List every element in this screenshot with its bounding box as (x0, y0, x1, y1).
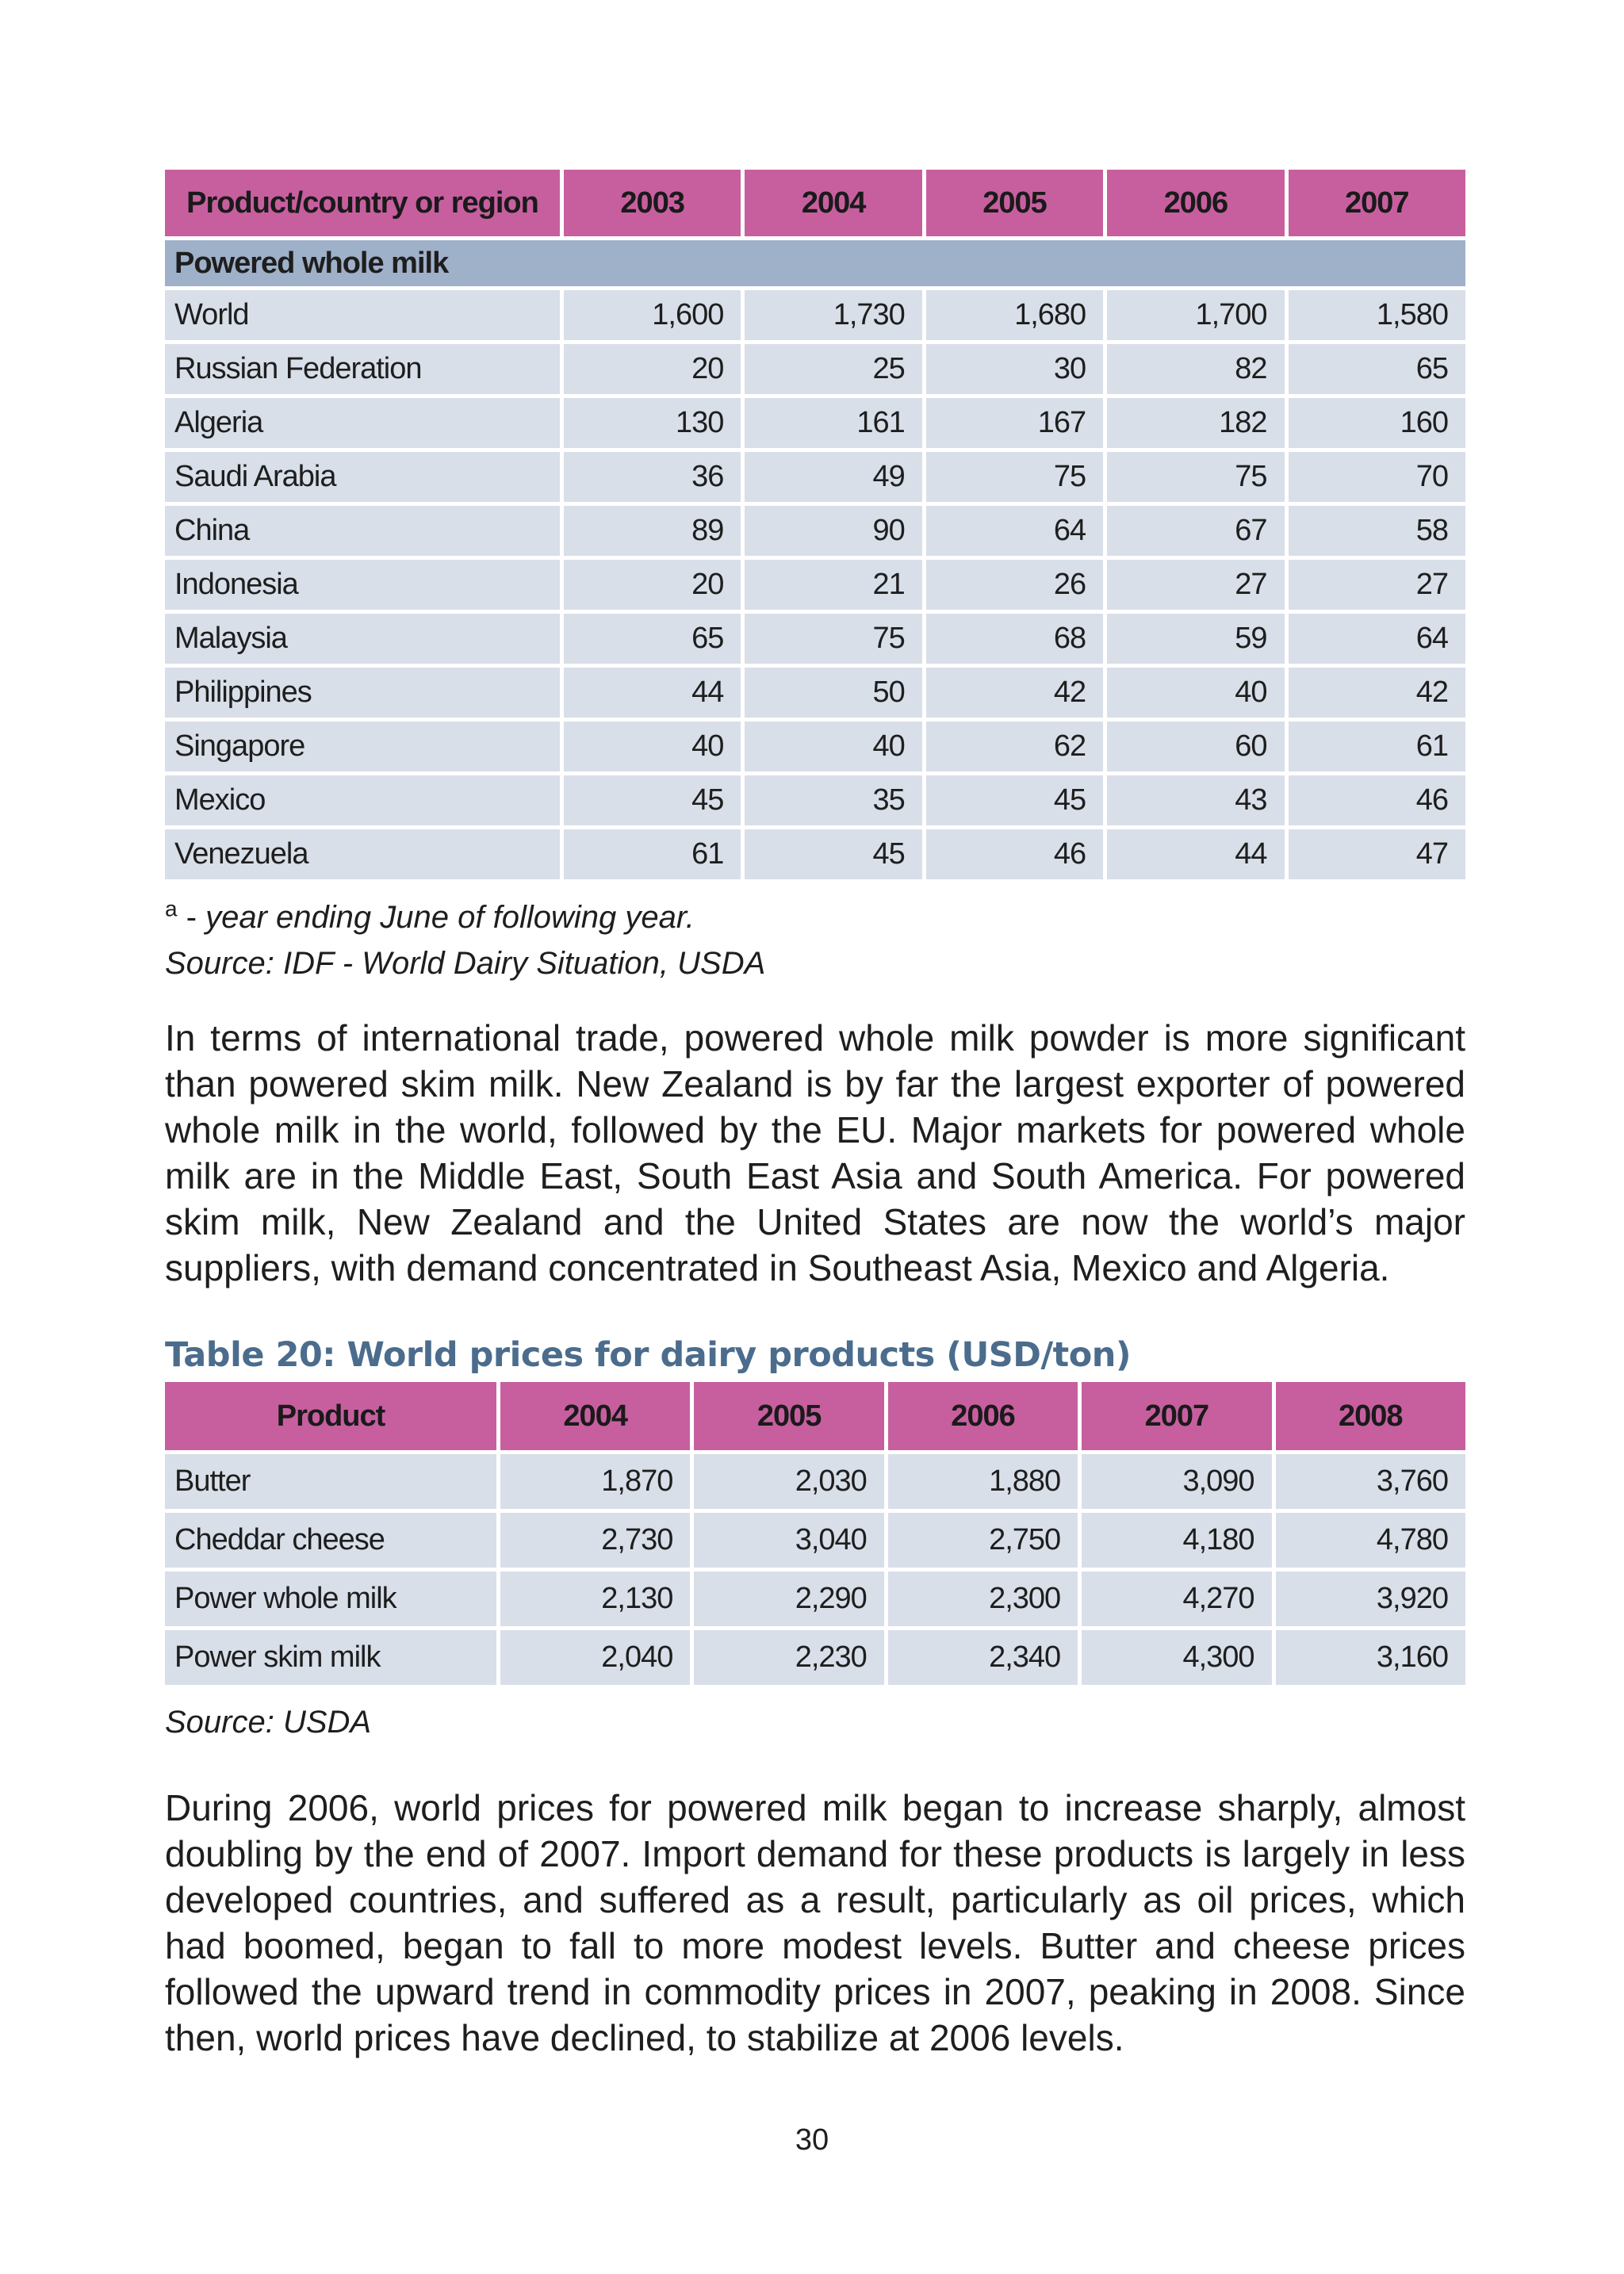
column-header: Product (165, 1382, 496, 1450)
table-cell: 25 (745, 344, 921, 394)
table-row (165, 829, 1465, 879)
row-label: Singapore (165, 722, 560, 771)
footnote-text: year ending June of following year. (205, 900, 695, 935)
table-cell: 20 (564, 344, 741, 394)
table-cell: 3,920 (1276, 1572, 1465, 1626)
row-label: Indonesia (165, 560, 560, 610)
section-label: Powered whole milk (165, 240, 1465, 286)
row-label: Mexico (165, 775, 560, 825)
table-cell: 61 (1289, 722, 1465, 771)
row-label: Power skim milk (165, 1630, 496, 1685)
row-label: China (165, 506, 560, 556)
row-label: Cheddar cheese (165, 1513, 496, 1568)
table-cell: 46 (926, 829, 1103, 879)
powdered-milk-imports-table (161, 166, 1469, 883)
table-row (165, 452, 1465, 502)
table-cell: 75 (745, 614, 921, 664)
footnote-mark: a (165, 896, 178, 921)
dairy-prices-table (161, 1378, 1469, 1689)
column-header: 2005 (926, 170, 1103, 236)
table-cell: 4,180 (1082, 1513, 1271, 1568)
page-content (165, 166, 1465, 2061)
table-cell: 47 (1289, 829, 1465, 879)
table-cell: 3,160 (1276, 1630, 1465, 1685)
row-label: World (165, 290, 560, 340)
table-cell: 90 (745, 506, 921, 556)
table-cell: 50 (745, 668, 921, 718)
table-cell: 82 (1107, 344, 1284, 394)
table-cell: 20 (564, 560, 741, 610)
table-header-row (165, 170, 1465, 236)
table-cell: 1,730 (745, 290, 921, 340)
table-cell: 27 (1107, 560, 1284, 610)
table-cell: 4,780 (1276, 1513, 1465, 1568)
table-cell: 42 (1289, 668, 1465, 718)
paragraph-prices: During 2006, world prices for powered milk began to increase sharply, almost doubling by the end of 2007. Import demand for these products is largely in less developed countries, and suffered as a result, particularly as oil prices, which had boomed, began to fall to more modest levels. Butter and cheese prices followed the upward trend in commodity prices in 2007, peaking in 2008. Since then, world prices have declined, to stabilize at 2006 levels. (165, 1787, 1465, 2058)
table-cell: 4,270 (1082, 1572, 1271, 1626)
row-label: Power whole milk (165, 1572, 496, 1626)
row-label: Russian Federation (165, 344, 560, 394)
table-cell: 3,040 (694, 1513, 883, 1568)
table-cell: 1,680 (926, 290, 1103, 340)
table-row (165, 668, 1465, 718)
table-cell: 26 (926, 560, 1103, 610)
footnote-dash: - (177, 900, 206, 935)
table-cell: 45 (926, 775, 1103, 825)
row-label: Saudi Arabia (165, 452, 560, 502)
column-header: 2005 (694, 1382, 883, 1450)
table2-source: Source: USDA (165, 1705, 372, 1740)
table-cell: 44 (564, 668, 741, 718)
column-header: 2006 (888, 1382, 1078, 1450)
table-cell: 40 (564, 722, 741, 771)
table-row (165, 398, 1465, 448)
table-cell: 2,230 (694, 1630, 883, 1685)
section-row (165, 240, 1465, 286)
table-cell: 1,580 (1289, 290, 1465, 340)
table-cell: 167 (926, 398, 1103, 448)
table-cell: 60 (1107, 722, 1284, 771)
column-header: 2004 (500, 1382, 690, 1450)
table-row (165, 506, 1465, 556)
table-cell: 42 (926, 668, 1103, 718)
table-cell: 46 (1289, 775, 1465, 825)
table-cell: 64 (1289, 614, 1465, 664)
table-cell: 182 (1107, 398, 1284, 448)
row-label: Philippines (165, 668, 560, 718)
table-cell: 2,130 (500, 1572, 690, 1626)
table-header-row (165, 1382, 1465, 1450)
table-cell: 35 (745, 775, 921, 825)
table-cell: 89 (564, 506, 741, 556)
column-header: 2006 (1107, 170, 1284, 236)
column-header: 2008 (1276, 1382, 1465, 1450)
table-cell: 44 (1107, 829, 1284, 879)
table-row (165, 560, 1465, 610)
table-cell: 1,600 (564, 290, 741, 340)
table-cell: 65 (564, 614, 741, 664)
table-cell: 59 (1107, 614, 1284, 664)
table-cell: 2,730 (500, 1513, 690, 1568)
row-label: Venezuela (165, 829, 560, 879)
column-header: 2007 (1289, 170, 1465, 236)
table-cell: 3,090 (1082, 1454, 1271, 1509)
table-cell: 2,300 (888, 1572, 1078, 1626)
table-cell: 45 (564, 775, 741, 825)
table-cell: 3,760 (1276, 1454, 1465, 1509)
table-cell: 49 (745, 452, 921, 502)
table-cell: 62 (926, 722, 1103, 771)
table-cell: 61 (564, 829, 741, 879)
table-cell: 40 (1107, 668, 1284, 718)
table-cell: 75 (1107, 452, 1284, 502)
table-cell: 68 (926, 614, 1103, 664)
table-cell: 40 (745, 722, 921, 771)
table-cell: 67 (1107, 506, 1284, 556)
footnote (165, 894, 1465, 986)
table-cell: 58 (1289, 506, 1465, 556)
paragraph-trade: In terms of international trade, powered whole milk powder is more significant than powered skim milk. New Zealand is by far the largest exporter of powered whole milk in the world, followed by the EU. Major markets for powered whole milk are in the Middle East, South East Asia and South America. For powered skim milk, New Zealand and the United States are now the world’s major suppliers, with demand concentrated in Southeast Asia, Mexico and Algeria. (165, 1017, 1465, 1288)
table-cell: 160 (1289, 398, 1465, 448)
row-label: Malaysia (165, 614, 560, 664)
table-cell: 161 (745, 398, 921, 448)
table-cell: 4,300 (1082, 1630, 1271, 1685)
table-cell: 2,340 (888, 1630, 1078, 1685)
table2-caption: Table 20: World prices for dairy products (USD/ton) (165, 1335, 1132, 1375)
table-row (165, 1513, 1465, 1568)
table-cell: 45 (745, 829, 921, 879)
column-header: Product/country or region (165, 170, 560, 236)
table-cell: 1,870 (500, 1454, 690, 1509)
table-row (165, 1572, 1465, 1626)
table-cell: 1,880 (888, 1454, 1078, 1509)
table-row (165, 290, 1465, 340)
footnote-line (165, 894, 1465, 940)
table-cell: 2,040 (500, 1630, 690, 1685)
table-cell: 27 (1289, 560, 1465, 610)
table-cell: 64 (926, 506, 1103, 556)
table-row (165, 775, 1465, 825)
table-row (165, 722, 1465, 771)
table-cell: 36 (564, 452, 741, 502)
table-cell: 2,290 (694, 1572, 883, 1626)
table-cell: 2,030 (694, 1454, 883, 1509)
column-header: 2004 (745, 170, 921, 236)
row-label: Butter (165, 1454, 496, 1509)
table-cell: 65 (1289, 344, 1465, 394)
column-header: 2007 (1082, 1382, 1271, 1450)
table-cell: 30 (926, 344, 1103, 394)
table-cell: 70 (1289, 452, 1465, 502)
table-row (165, 344, 1465, 394)
column-header: 2003 (564, 170, 741, 236)
table-cell: 1,700 (1107, 290, 1284, 340)
page-number: 30 (795, 2123, 829, 2157)
table-row (165, 614, 1465, 664)
table-cell: 75 (926, 452, 1103, 502)
table-cell: 43 (1107, 775, 1284, 825)
table-row (165, 1454, 1465, 1509)
table-cell: 21 (745, 560, 921, 610)
table-row (165, 1630, 1465, 1685)
table-cell: 130 (564, 398, 741, 448)
row-label: Algeria (165, 398, 560, 448)
table-cell: 2,750 (888, 1513, 1078, 1568)
table1-source: Source: IDF - World Dairy Situation, USDA (165, 946, 766, 981)
